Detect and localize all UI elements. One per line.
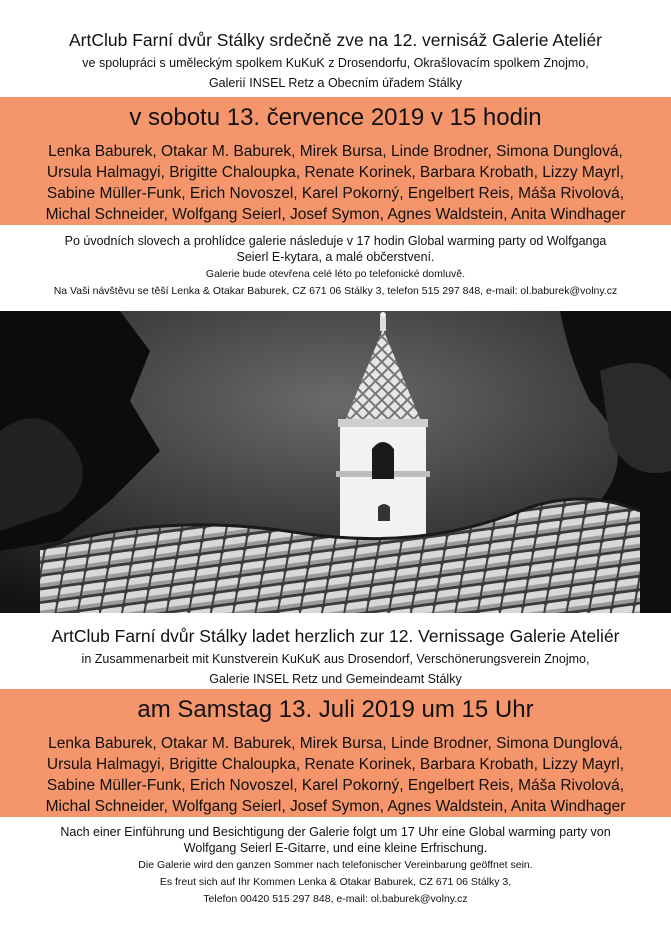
de-date: am Samstag 13. Juli 2019 um 15 Uhr xyxy=(137,696,534,723)
cz-subtitle-2: Galerií INSEL Retz a Obecním úřadem Stálky xyxy=(208,76,463,90)
de-header xyxy=(0,626,671,689)
de-info-2: Wolfgang Seierl E-Gitarre, und eine kleine Erfrischung. xyxy=(183,841,488,855)
de-subtitle-2: Galerie INSEL Retz und Gemeindeamt Stálky xyxy=(209,672,462,686)
de-artists-line-3: Sabine Müller-Funk, Erich Novoszel, Karel Pokorný, Engelbert Reis, Máša Rivolová, xyxy=(46,777,625,794)
church-tower-photo xyxy=(0,311,671,613)
cz-info-3: Galerie bude otevřena celé léto po telefonické domluvě. xyxy=(205,268,466,280)
cz-subtitle-1: ve spolupráci s uměleckým spolkem KuKuK z Drosendorfu, Okrašlovacím spolkem Znojmo, xyxy=(82,56,589,70)
cz-date-band xyxy=(0,97,671,225)
cz-info-4: Na Vaši návštěvu se těší Lenka & Otakar Baburek, CZ 671 06 Stálky 3, telefon 515 297 848, e-mail: ol.baburek@volny.cz xyxy=(53,285,618,297)
de-info xyxy=(0,824,671,908)
de-info-1: Nach einer Einführung und Besichtigung der Galerie folgt um 17 Uhr eine Global warming party von xyxy=(60,825,611,839)
de-date-band xyxy=(0,689,671,817)
cz-title: ArtClub Farní dvůr Stálky srdečně zve na 12. vernisáž Galerie Ateliér xyxy=(68,30,602,50)
cz-artist-list xyxy=(0,141,671,225)
de-info-3: Die Galerie wird den ganzen Sommer nach telefonischer Vereinbarung geöffnet sein. xyxy=(138,859,533,871)
cz-artists-line-4: Michal Schneider, Wolfgang Seierl, Josef Symon, Agnes Waldstein, Anita Windhager xyxy=(45,206,626,223)
cz-info-1: Po úvodních slovech a prohlídce galerie následuje v 17 hodin Global warming party od Wolfganga xyxy=(64,234,607,248)
cz-info xyxy=(0,233,671,300)
de-artist-list xyxy=(0,733,671,817)
cz-artists-line-2: Ursula Halmagyi, Brigitte Chaloupka, Renate Korinek, Barbara Krobath, Lizzy Mayrl, xyxy=(46,164,625,181)
cz-artists-line-3: Sabine Müller-Funk, Erich Novoszel, Karel Pokorný, Engelbert Reis, Máša Rivolová, xyxy=(46,185,625,202)
cz-date: v sobotu 13. července 2019 v 15 hodin xyxy=(129,104,542,131)
de-artists-line-2: Ursula Halmagyi, Brigitte Chaloupka, Renate Korinek, Barbara Krobath, Lizzy Mayrl, xyxy=(46,756,625,773)
de-title: ArtClub Farní dvůr Stálky ladet herzlich zur 12. Vernissage Galerie Ateliér xyxy=(51,626,620,646)
de-info-5: Telefon 00420 515 297 848, e-mail: ol.baburek@volny.cz xyxy=(203,893,468,905)
cz-header xyxy=(0,30,671,93)
de-subtitle-1: in Zusammenarbeit mit Kunstverein KuKuK aus Drosendorf, Verschönerungsverein Znojmo, xyxy=(81,652,590,666)
de-artists-line-1: Lenka Baburek, Otakar M. Baburek, Mirek Bursa, Linde Brodner, Simona Dunglová, xyxy=(48,735,623,752)
cz-artists-line-1: Lenka Baburek, Otakar M. Baburek, Mirek Bursa, Linde Brodner, Simona Dunglová, xyxy=(48,143,623,160)
de-artists-line-4: Michal Schneider, Wolfgang Seierl, Josef Symon, Agnes Waldstein, Anita Windhager xyxy=(45,798,626,815)
cz-info-2: Seierl E-kytara, a malé občerstvení. xyxy=(236,250,435,264)
de-info-4: Es freut sich auf Ihr Kommen Lenka & Otakar Baburek, CZ 671 06 Stálky 3, xyxy=(159,876,512,888)
